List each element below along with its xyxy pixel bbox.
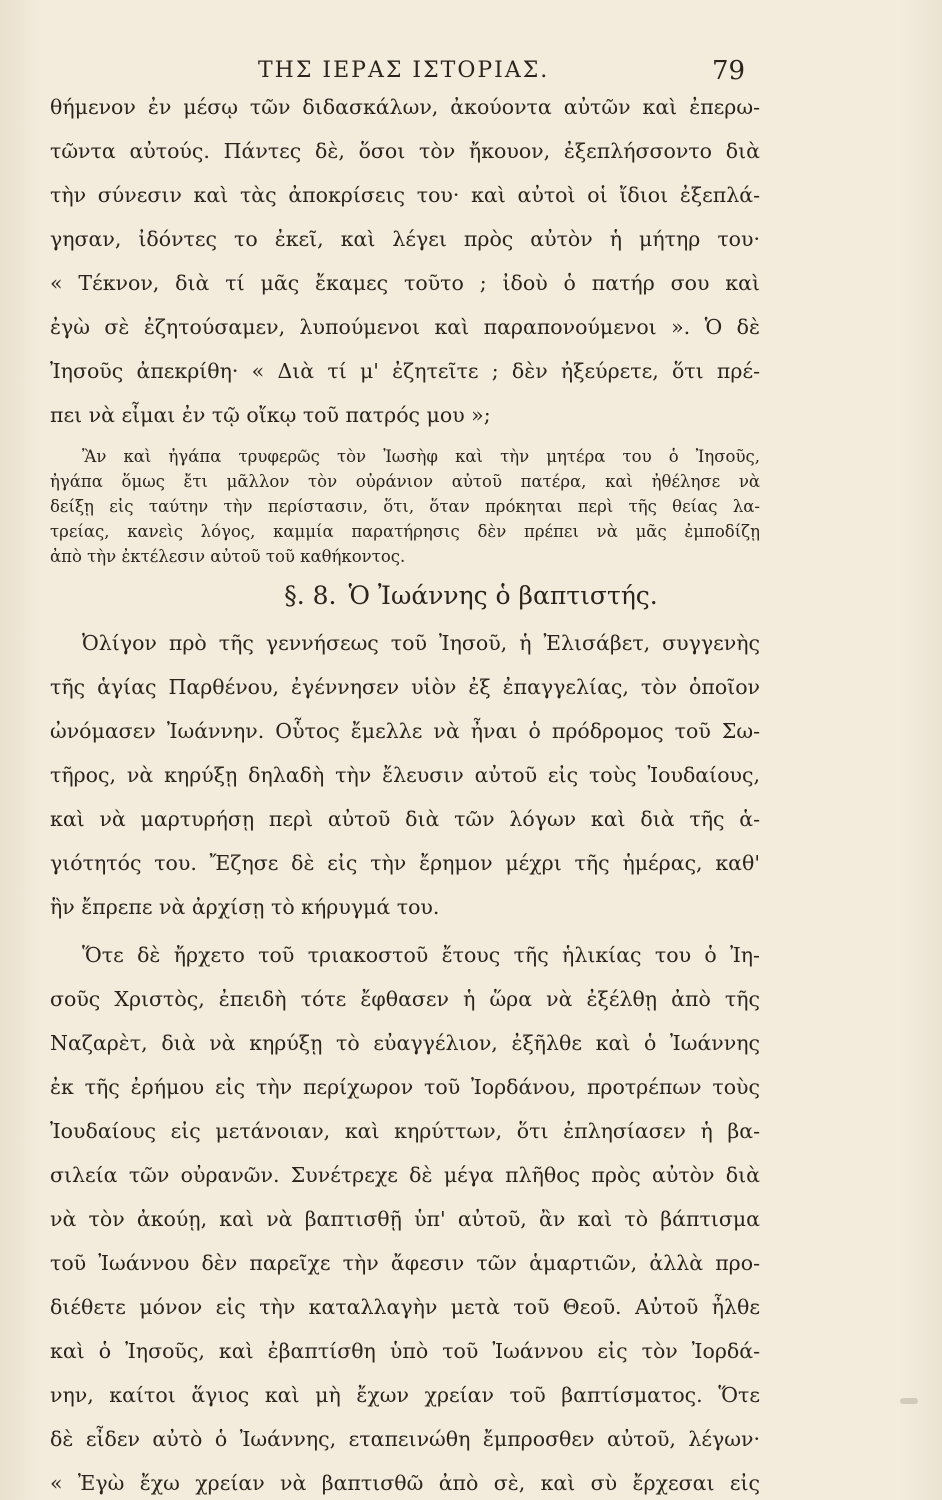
text-line: καὶ νὰ μαρτυρήσῃ περὶ αὐτοῦ διὰ τῶν λόγων καὶ διὰ τῆς ἁ-	[50, 807, 760, 831]
text-line: ὠνόμασεν Ἰωάννην. Οὗτος ἔμελλε νὰ ἦναι ὁ πρόδρομος τοῦ Σω-	[50, 719, 760, 743]
text-line: νην, καίτοι ἅγιος καὶ μὴ ἔχων χρείαν τοῦ βαπτίσματος. Ὅτε	[50, 1383, 760, 1407]
text-line: Ὀλίγον πρὸ τῆς γεννήσεως τοῦ Ἰησοῦ, ἡ Ἐλισάβετ, συγγενὴς	[82, 631, 760, 655]
text-line: τῆρος, νὰ κηρύξῃ δηλαδὴ τὴν ἔλευσιν αὐτοῦ εἰς τοὺς Ἰουδαίους,	[50, 763, 760, 787]
text-line: νὰ τὸν ἀκούῃ, καὶ νὰ βαπτισθῇ ὑπ' αὐτοῦ, ἂν καὶ τὸ βάπτισμα	[50, 1207, 760, 1231]
text-line: γιότητός του. Ἔζησε δὲ εἰς τὴν ἔρημον μέχρι τῆς ἡμέρας, καθ'	[50, 851, 760, 875]
text-line: ἣν ἔπρεπε νὰ ἀρχίσῃ τὸ κήρυγμά του.	[50, 895, 440, 919]
text-line: θήμενον ἐν μέσῳ τῶν διδασκάλων, ἀκούοντα αὐτῶν καὶ ἐπερω-	[50, 95, 760, 119]
section-number: §. 8.	[284, 581, 337, 610]
text-line: τῆς ἁγίας Παρθένου, ἐγέννησεν υἱὸν ἐξ ἐπαγγελίας, τὸν ὁποῖον	[50, 675, 760, 699]
note-line: δείξῃ εἰς ταύτην τὴν περίστασιν, ὅτι, ὅταν πρόκηται περὶ τῆς θείας λα-	[50, 497, 760, 516]
text-line: ἐκ τῆς ἐρήμου εἰς τὴν περίχωρον τοῦ Ἰορδάνου, προτρέπων τοὺς	[50, 1075, 760, 1099]
running-title: ΤΗΣ ΙΕΡΑΣ ΙΣΤΟΡΙΑΣ.	[258, 58, 550, 83]
note-line: Ἂν καὶ ἠγάπα τρυφερῶς τὸν Ἰωσὴφ καὶ τὴν μητέρα του ὁ Ἰησοῦς,	[82, 447, 760, 466]
text-line: διέθετε μόνον εἰς τὴν καταλλαγὴν μετὰ τοῦ Θεοῦ. Αὐτοῦ ἦλθε	[50, 1295, 760, 1319]
note-line: ἀπὸ τὴν ἐκτέλεσιν αὐτοῦ τοῦ καθήκοντος.	[50, 547, 406, 566]
text-line: καὶ ὁ Ἰησοῦς, καὶ ἐβαπτίσθη ὑπὸ τοῦ Ἰωάννου εἰς τὸν Ἰορδά-	[50, 1339, 760, 1363]
paper-blemish	[900, 1398, 918, 1404]
text-line: Ἰησοῦς ἀπεκρίθη· « Διὰ τί μ' ἐζητεῖτε ; δὲν ἠξεύρετε, ὅτι πρέ-	[50, 359, 760, 383]
text-line: πει νὰ εἶμαι ἐν τῷ οἴκῳ τοῦ πατρός μου »;	[50, 403, 491, 427]
text-line: σιλεία τῶν οὐρανῶν. Συνέτρεχε δὲ μέγα πλῆθος πρὸς αὐτὸν διὰ	[50, 1163, 760, 1187]
text-line: σοῦς Χριστὸς, ἐπειδὴ τότε ἔφθασεν ἡ ὥρα νὰ ἐξέλθῃ ἀπὸ τῆς	[50, 987, 760, 1011]
note-line: τρείας, κανεὶς λόγος, καμμία παρατήρησις δὲν πρέπει νὰ μᾶς ἐμποδίζῃ	[50, 522, 760, 541]
text-line: Ἰουδαίους εἰς μετάνοιαν, καὶ κηρύττων, ὅτι ἐπλησίασεν ἡ βα-	[50, 1119, 760, 1143]
page-number: 79	[712, 56, 746, 86]
text-line: Ναζαρὲτ, διὰ νὰ κηρύξῃ τὸ εὐαγγέλιον, ἐξῆλθε καὶ ὁ Ἰωάννης	[50, 1031, 760, 1055]
text-line: τὴν σύνεσιν καὶ τὰς ἀποκρίσεις του· καὶ αὐτοὶ οἱ ἴδιοι ἐξεπλά-	[50, 183, 760, 207]
text-line: γησαν, ἰδόντες το ἐκεῖ, καὶ λέγει πρὸς αὐτὸν ἡ μήτηρ του·	[50, 227, 760, 251]
note-line: ἠγάπα ὅμως ἔτι μᾶλλον τὸν οὐράνιον αὐτοῦ πατέρα, καὶ ἠθέλησε νὰ	[50, 472, 760, 491]
text-line: ἐγὼ σὲ ἐζητούσαμεν, λυπούμενοι καὶ παραπονούμενοι ». Ὁ δὲ	[50, 315, 760, 339]
text-line: τοῦ Ἰωάννου δὲν παρεῖχε τὴν ἄφεσιν τῶν ἁμαρτιῶν, ἀλλὰ προ-	[50, 1251, 760, 1275]
section-title: Ὁ Ἰωάννης ὁ βαπτιστής.	[348, 581, 658, 610]
text-line: τῶντα αὐτούς. Πάντες δὲ, ὅσοι τὸν ἤκουον, ἐξεπλήσσοντο διὰ	[50, 139, 760, 163]
text-line: δὲ εἶδεν αὐτὸ ὁ Ἰωάννης, εταπεινώθη ἔμπροσθεν αὐτοῦ, λέγων·	[50, 1427, 760, 1451]
text-line: « Τέκνον, διὰ τί μᾶς ἔκαμες τοῦτο ; ἰδοὺ ὁ πατήρ σου καὶ	[50, 271, 760, 295]
text-line: Ὅτε δὲ ἤρχετο τοῦ τριακοστοῦ ἔτους τῆς ἡλικίας του ὁ Ἰη-	[82, 943, 760, 967]
text-line: « Ἐγὼ ἔχω χρείαν νὰ βαπτισθῶ ἀπὸ σὲ, καὶ σὺ ἔρχεσαι εἰς	[50, 1471, 760, 1495]
